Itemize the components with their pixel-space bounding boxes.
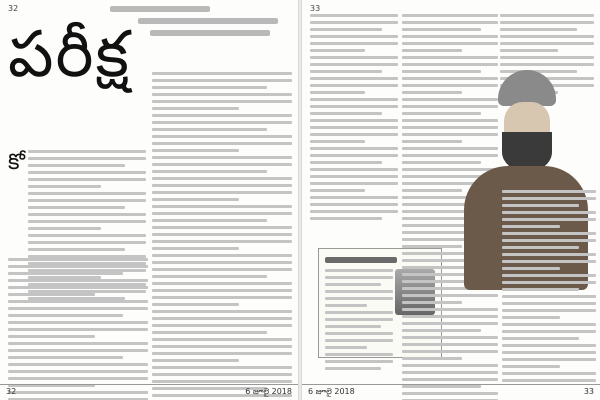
right-footer-page: 33 bbox=[583, 387, 594, 396]
left-byline-1 bbox=[138, 18, 278, 24]
author-box-heading bbox=[325, 257, 397, 263]
story-title: పరీక్ష bbox=[8, 18, 131, 92]
left-footer-page: 32 bbox=[6, 387, 17, 396]
left-byline-2 bbox=[150, 30, 270, 36]
right-footer-date: 6 జూలై 2018 bbox=[308, 387, 355, 396]
left-folio-top: 32 bbox=[8, 4, 19, 13]
right-column-1 bbox=[310, 14, 398, 224]
dropcap: కో bbox=[8, 150, 25, 175]
left-page bbox=[0, 0, 298, 400]
left-footer-date: 6 జూలై 2018 bbox=[245, 387, 292, 396]
left-column-1-lower bbox=[8, 258, 148, 400]
left-running-head bbox=[110, 6, 210, 12]
right-folio-top: 33 bbox=[310, 4, 321, 13]
left-footer bbox=[0, 384, 298, 396]
left-column-2 bbox=[152, 72, 292, 400]
right-footer bbox=[302, 384, 600, 396]
portrait-turban bbox=[498, 70, 556, 106]
right-column-3-lower bbox=[502, 190, 596, 386]
right-page bbox=[302, 0, 600, 400]
